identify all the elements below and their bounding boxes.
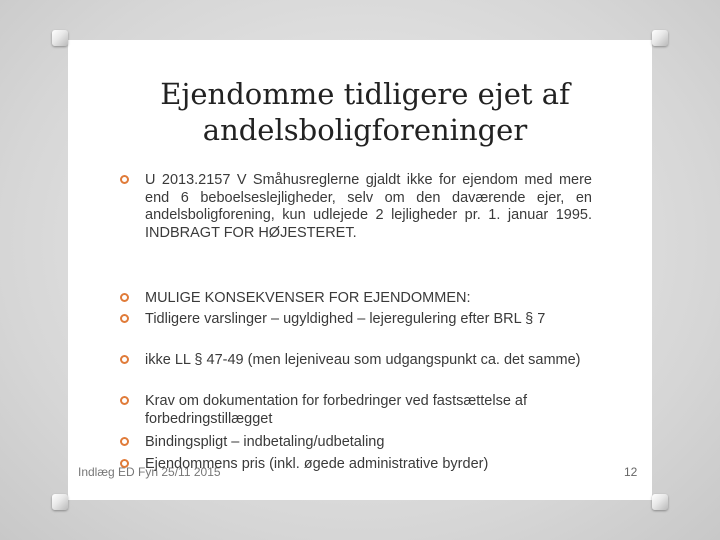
bullet-text: Bindingspligt – indbetaling/udbetaling — [145, 434, 385, 450]
footer-event-label: Indlæg ED Fyn 25/11 2015 — [78, 465, 221, 479]
bullet-circle-icon — [120, 437, 129, 446]
bullet-item — [120, 393, 592, 428]
slide-title: Ejendomme tidligere ejet af andelsboligforeninger — [160, 77, 570, 147]
bullet-text: Tidligere varslinger – ugyldighed – lejeregulering efter BRL § 7 — [145, 311, 546, 327]
bullet-item — [120, 434, 592, 452]
bullet-circle-icon — [120, 293, 129, 302]
bullet-item — [120, 290, 592, 308]
corner-pin-bottom-right — [652, 494, 668, 510]
bullet-text: ikke LL § 47-49 (men lejeniveau som udgangspunkt ca. det samme) — [145, 352, 581, 368]
corner-pin-bottom-left — [52, 494, 68, 510]
bullet-circle-icon — [120, 314, 129, 323]
bullet-circle-icon — [120, 396, 129, 405]
bullet-circle-icon — [120, 175, 129, 184]
bullet-item — [120, 352, 592, 370]
bullet-circle-icon — [120, 355, 129, 364]
bullet-text: Krav om dokumentation for forbedringer ved fastsættelse af forbedringstillægget — [145, 393, 528, 427]
bullet-item — [120, 172, 592, 242]
bullet-text: Ejendommens pris (inkl. øgede administrative byrder) — [145, 456, 489, 472]
page-number: 12 — [624, 465, 638, 479]
bullet-text: U 2013.2157 V Småhusreglerne gjaldt ikke for ejendom med mere end 6 beboelseslejligheder, selv om den daværende ejer, en andelsboligforening, kun udlejede 2 lejligheder pr. 1. januar 1995. INDBRAGT FOR HØJESTERET. — [145, 172, 592, 241]
bullet-text: MULIGE KONSEKVENSER FOR EJENDOMMEN: — [145, 290, 471, 306]
bullet-item — [120, 311, 592, 329]
bullet-circle-icon — [120, 459, 129, 468]
corner-pin-top-left — [52, 30, 68, 46]
bullet-item — [120, 456, 592, 474]
corner-pin-top-right — [652, 30, 668, 46]
